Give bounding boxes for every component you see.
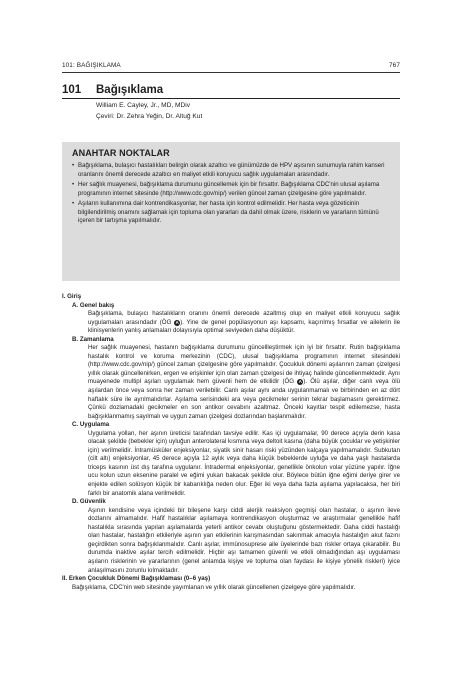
- running-head: [62, 62, 400, 71]
- main-text: [62, 293, 400, 592]
- key-points-title: ANAHTAR NOKTALAR: [72, 148, 170, 158]
- subsection-heading-safety: D. Güvenlik: [72, 498, 106, 506]
- key-points-box: [62, 142, 400, 281]
- evidence-grade-icon: A: [298, 379, 302, 385]
- key-point-item: • Aşıların kullanımına dair kontrendikasyonlar, her hasta için kontrol edilmelidir. Her hasta veya gözeticinin bilgilendirilmiş onamını sağlamak için topluma olan yararları da dahil olmak üzere, risklerin ve yararların tümünü içeren bir tartışma yapılmalıdır.: [72, 200, 390, 227]
- chapter-title: Bağışıklama: [96, 84, 164, 96]
- header-rule: [62, 72, 400, 73]
- subsection-heading-timing: B. Zamanlama: [72, 335, 114, 343]
- page-number: 767: [389, 62, 400, 69]
- paragraph-early-childhood: Bağışıklama, CDC'nin web sitesinde yayımlanan ve yıllık olarak güncellenen çizelgeye göre yapılmalıdır.: [72, 583, 356, 591]
- section-heading-early-childhood: II. Erken Çocukluk Dönemi Bağışıklaması (0–6 yaş): [62, 575, 211, 583]
- paragraph-administration: Uygulama yolları, her aşının üreticisi tarafından tavsiye edilir. Kas içi uygulamalar, 90 derece açıyla derin kasa olacak şekilde (bebekler için) uyluğun anterolateral kısmına veya deltoit kasına (daha büyük çocuklar ve yetişkinler için) verilmelidir. İntramüsküler enjeksiyonlar, siyatik sinir hasarı riski yüzünden kalçaya yapılmamalıdır. Subkutan (cilt altı) enjeksiyonlar, 45 derece açıyla 12 aylık veya daha küçük bebeklerde uyluğa ve daha yaşlı hastalarda triceps kasının üst dış tarafına uygulanır. İntradermal enjeksiyonlar, genellikle önkolun volar yüzüne yapılır. İğne ucu kolun uzun eksenine paralel ve eğimi yukarı bakacak şekilde olur. Böylece bütün iğne eğimi deriye girer ve enjekte edilen solüsyon küçük bir kabarıklığa neden olur. Eğer iki veya daha fazla aşılama yapılacaksa, her biri farklı bir anatomik alana verilmelidir.: [88, 429, 400, 497]
- paragraph-safety: Aşının kendisine veya içindeki bir bileşene karşı ciddi alerjik reaksiyon geçmişi olan hastalar, o aşının ileve dozlarını almamalıdır. Hafif hastalıklar aşılamaya kontrendikasyon oluşturmaz ve araştırmalar genellikle hafif hastalıkla sırasında yapılan aşılamalarda yeterli antikor cevabı oluştuğunu göstermektedir. Daha ciddi hastalığı olan hastalar, hastalığın etkileriyle aşının yan etkilerinin karışmasından sakınmak amacıyla hastalığın akut fazını geçirdikten sonra bağışıklanmalıdır. Canlı aşılar, immünosuprese aile üyelerinde bazı riskler ortaya çıkarabilir. Bu durumda inaktive aşılar tercih edilmelidir. Hiçbir aşı tamamen güvenli ve etkili olmadığından aşı uygulaması aşıların risklerinin ve yararlarının (genel anlamda kişiye ve topluma olan faydası ile kişiye yönelik riskleri) iyice anlaşılmasını zorunlu kılmaktadır.: [88, 506, 400, 574]
- section-heading-intro: I. Giriş: [62, 293, 82, 300]
- key-points-list: [72, 162, 390, 227]
- key-point-item: • Bağışıklama, bulaşıcı hastalıkları belirgin olarak azaltıcı ve günümüzde de HPV aşısının sunumuyla rahim kanseri oranlarını önemli derecede azaltıcı en maliyet etkili koruyucu sağlık uygulamaları arasındadır.: [72, 162, 390, 180]
- paragraph-timing: Her sağlık muayenesi, hastanın bağışıklama durumunu güncellleştirmek için iyi bir fırsattır. Rutin bağışıklama hastalık kontrol ve koruma merkezinin (CDC), ulusal bağışıklama programının internet sitesindeki (http://www.cdc.gov/nip/) güncel zaman çizelgesine göre yapılmalıdır. Çocukluk dönemi aşılarının zaman çizelgesi yıllık olarak güncellenirken, ergen ve erişkinler için olan zaman çizelgesi de ihtiyaç halinde güncellenmektedir. Aynı muayenede multipl aşıları uygulamak hem güvenli hem de etkilidir (ÖG A). Ölü aşılar, diğer canlı veya ölü aşılardan önce veya sonra her zaman verilebilir. Canlı aşılar aynı anda uygulanmamalı ve birbirinden en az dört haftalık süre ile ayrılmalıdırlar. Aşılama serisindeki ara veya gecikmeler serinin tekrar başlamasını gerektirmez. Çünkü dozlamadaki gecikmeler en son antikor cevabını azaltmaz. Önceki kayıtlar tespit edilemezse, hasta bağışıklanmamış sayılmalı ve uygun zaman çizelgesi dozlarından başlanmalıdır.: [88, 344, 400, 420]
- subsection-heading-administration: C. Uygulama: [72, 421, 110, 429]
- running-head-chapter: 101: BAĞIŞIKLAMA: [62, 62, 121, 69]
- paragraph-overview: Bağışıklama, bulaşıcı hastalıkların oranını önemli derecede azaltmış olup en maliyet etkili koruyucu sağlık uygulamaları arasındadır (ÖG A). Yine de genel popülasyonun aşı kapsamı, kaçırılmış fırsatlar ve ailelerin ile klinisyenlerin yanlış anlamaları dolayısıyla optimal seviyeden daha düşüktür.: [88, 310, 401, 335]
- evidence-grade-icon: A: [175, 319, 179, 325]
- chapter-heading: [62, 84, 400, 98]
- chapter-rule: [62, 98, 400, 99]
- chapter-number: 101: [62, 84, 82, 96]
- key-point-item: • Her sağlık muayenesi, bağışıklama durumunu güncellemek için bir fırsattır. Bağışıklama CDC'nin ulusal aşılama programının internet sitesinde (http://www.cdc.gov/nip/) verilen güncel zaman çizelgesine göre yapılmalıdır.: [72, 181, 390, 199]
- subsection-heading-overview: A. Genel bakış: [72, 301, 115, 309]
- translator: Çeviri: Dr. Zehra Yeğin, Dr. Altuğ Kut: [96, 113, 203, 120]
- authors: William E. Cayley, Jr., MD, MDiv: [96, 102, 191, 109]
